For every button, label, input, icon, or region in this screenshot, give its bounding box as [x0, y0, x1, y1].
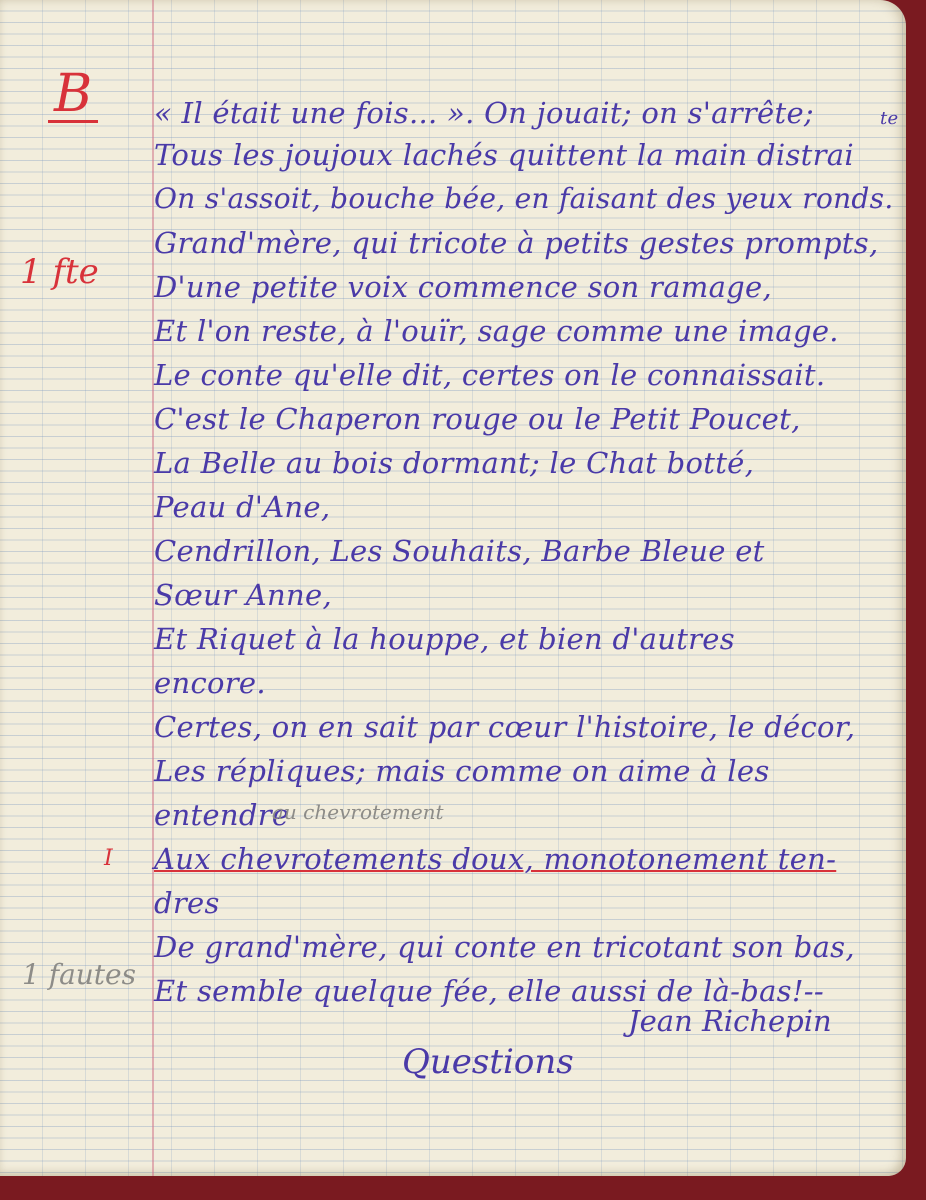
- poem-line: C'est le Chaperon rouge ou le Petit Poucet,: [154, 402, 801, 436]
- fautes-count: 1 fte: [20, 252, 99, 292]
- poem-line: On s'assoit, bouche bée, en faisant des yeux ronds.: [154, 182, 894, 215]
- poem-line: Peau d'Ane,: [154, 490, 331, 524]
- correction-tick: I: [104, 846, 113, 871]
- grade-mark: B: [48, 68, 98, 123]
- pencil-fautes-note: 1 fautes: [22, 958, 136, 991]
- line-end-addition: te: [880, 108, 899, 129]
- poem-line: De grand'mère, qui conte en tricotant son bas,: [154, 930, 855, 964]
- poem-line: Les répliques; mais comme on aime à les: [154, 754, 770, 788]
- poem-line: Sœur Anne,: [154, 578, 332, 612]
- poem-line: La Belle au bois dormant; le Chat botté,: [154, 446, 755, 480]
- poem-line: Aux chevrotements doux, monotonement ten-: [154, 842, 837, 876]
- poem-line: dres: [154, 886, 220, 920]
- poem-line: encore.: [154, 666, 266, 700]
- poem-line: Grand'mère, qui tricote à petits gestes prompts,: [154, 226, 879, 260]
- poem-line: Et l'on reste, à l'ouïr, sage comme une image.: [154, 314, 839, 348]
- questions-heading: Questions: [402, 1042, 574, 1082]
- poem-line: Certes, on en sait par cœur l'histoire, le décor,: [154, 710, 856, 744]
- poem-line: Et semble quelque fée, elle aussi de là-bas!--: [154, 974, 825, 1008]
- poem-line: entendre: [154, 798, 290, 832]
- poem-line: Le conte qu'elle dit, certes on le connaissait.: [154, 358, 826, 392]
- poem-line: Et Riquet à la houppe, et bien d'autres: [154, 622, 735, 656]
- pencil-correction: au chevrotement: [272, 800, 444, 824]
- poem-line: « Il était une fois... ». On jouait; on s'arrête;: [154, 96, 814, 130]
- poem-line: Tous les joujoux lachés quittent la main distrai: [154, 138, 854, 172]
- poem-line: D'une petite voix commence son ramage,: [154, 270, 773, 304]
- poem-line: Cendrillon, Les Souhaits, Barbe Bleue et: [154, 534, 765, 568]
- author-signature: Jean Richepin: [628, 1004, 832, 1038]
